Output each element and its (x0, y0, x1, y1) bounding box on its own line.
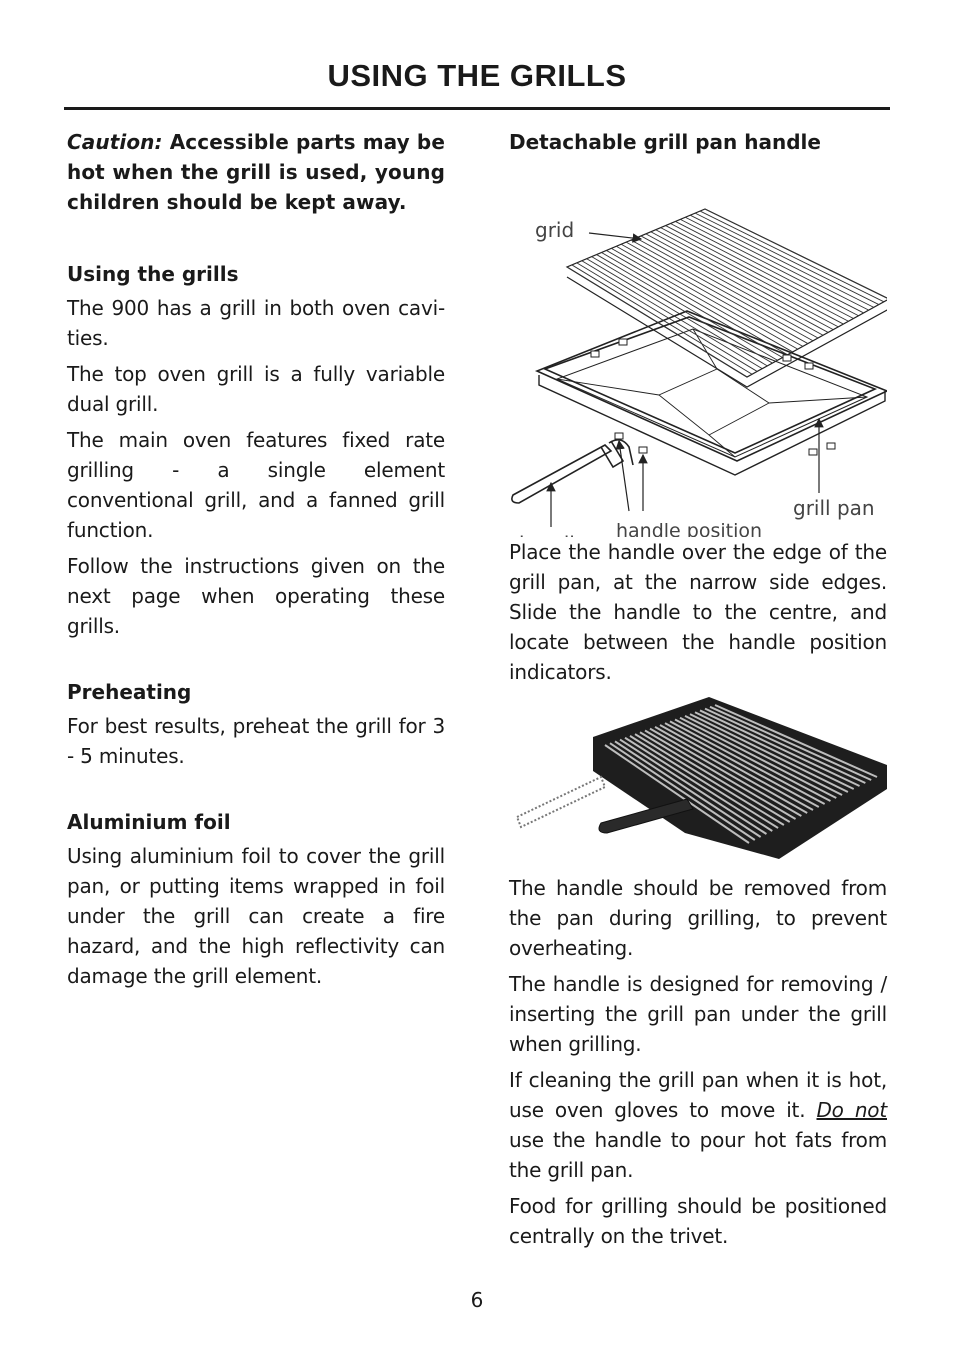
using-paragraph-1: The 900 has a grill in both oven cavi-ties. (67, 296, 445, 350)
grill-pan-diagram (509, 165, 887, 537)
grid-bars (567, 209, 887, 377)
handle-heading: Detachable grill pan handle (509, 130, 821, 154)
page-number: 6 (470, 1288, 484, 1312)
grill-pan-photo (509, 693, 887, 863)
cleaning-paragraph (509, 1065, 887, 1185)
aluminium-foil-heading: Aluminium foil (67, 810, 231, 834)
handle-shape (512, 440, 633, 503)
aluminium-foil-paragraph: Using aluminium foil to cover the grill pan, or putting items wrapped in foil under the grill can create a fire hazard, and the high reflectivity can damage the grill element. (67, 844, 445, 988)
using-paragraph-2: The top oven grill is a fully variable dual grill. (67, 362, 445, 416)
handle-removed-paragraph: The handle should be removed from the pan during grilling, to prevent overheating. (509, 876, 887, 960)
right-column (509, 127, 887, 1257)
grid-bar (675, 221, 858, 315)
grill-pan-diagram-svg (509, 165, 887, 537)
food-paragraph: Food for grilling should be positioned centrally on the trivet. (509, 1194, 887, 1248)
using-paragraph-4: Follow the instructions given on the next page when operating these grills. (67, 554, 445, 638)
using-paragraph-3: The main oven features fixed rate grilling - a single element conventional grill, and a fanned grill function. (67, 428, 445, 542)
title-rule (64, 107, 890, 110)
do-not-emphasis: Do not (816, 1098, 887, 1122)
grill-pan-shape (537, 311, 887, 475)
using-grills-heading: Using the grills (67, 262, 239, 286)
grid-bar (567, 267, 747, 377)
left-column (67, 127, 445, 997)
preheating-heading: Preheating (67, 680, 192, 704)
caution-label: Caution: (67, 130, 163, 154)
caution-text: Accessible parts may be hot when the grill is used, young children should be kept away. (67, 130, 445, 214)
label-handle (519, 532, 587, 537)
cleaning-text-a: If cleaning the grill pan when it is hot, use oven gloves to move it. (509, 1068, 887, 1122)
grid-bar (666, 226, 849, 322)
grid-bar (671, 224, 854, 319)
grid-arrow (589, 233, 641, 239)
preheating-paragraph: For best results, preheat the grill for 3 - 5 minutes. (67, 714, 445, 768)
grill-pan-photo-svg (509, 693, 887, 863)
label-indicators-line1: handle position (615, 520, 763, 537)
label-grid: grid (535, 218, 575, 242)
photo-handle-ghost (517, 777, 605, 827)
page-title: USING THE GRILLS (327, 58, 627, 93)
grid-bar (680, 219, 863, 313)
indicator-arrow-1 (619, 441, 629, 511)
label-grill-pan: grill pan (793, 496, 875, 520)
handle-designed-paragraph: The handle is designed for removing / inserting the grill pan under the grill when grilling. (509, 972, 887, 1056)
cleaning-text-b: use the handle to pour hot fats from the grill pan. (509, 1128, 887, 1182)
place-handle-paragraph: Place the handle over the edge of the grill pan, at the narrow side edges. Slide the handle to the centre, and locate between the handle position indicators. (509, 540, 887, 684)
caution-paragraph (67, 127, 445, 217)
grid-bar (661, 228, 844, 324)
